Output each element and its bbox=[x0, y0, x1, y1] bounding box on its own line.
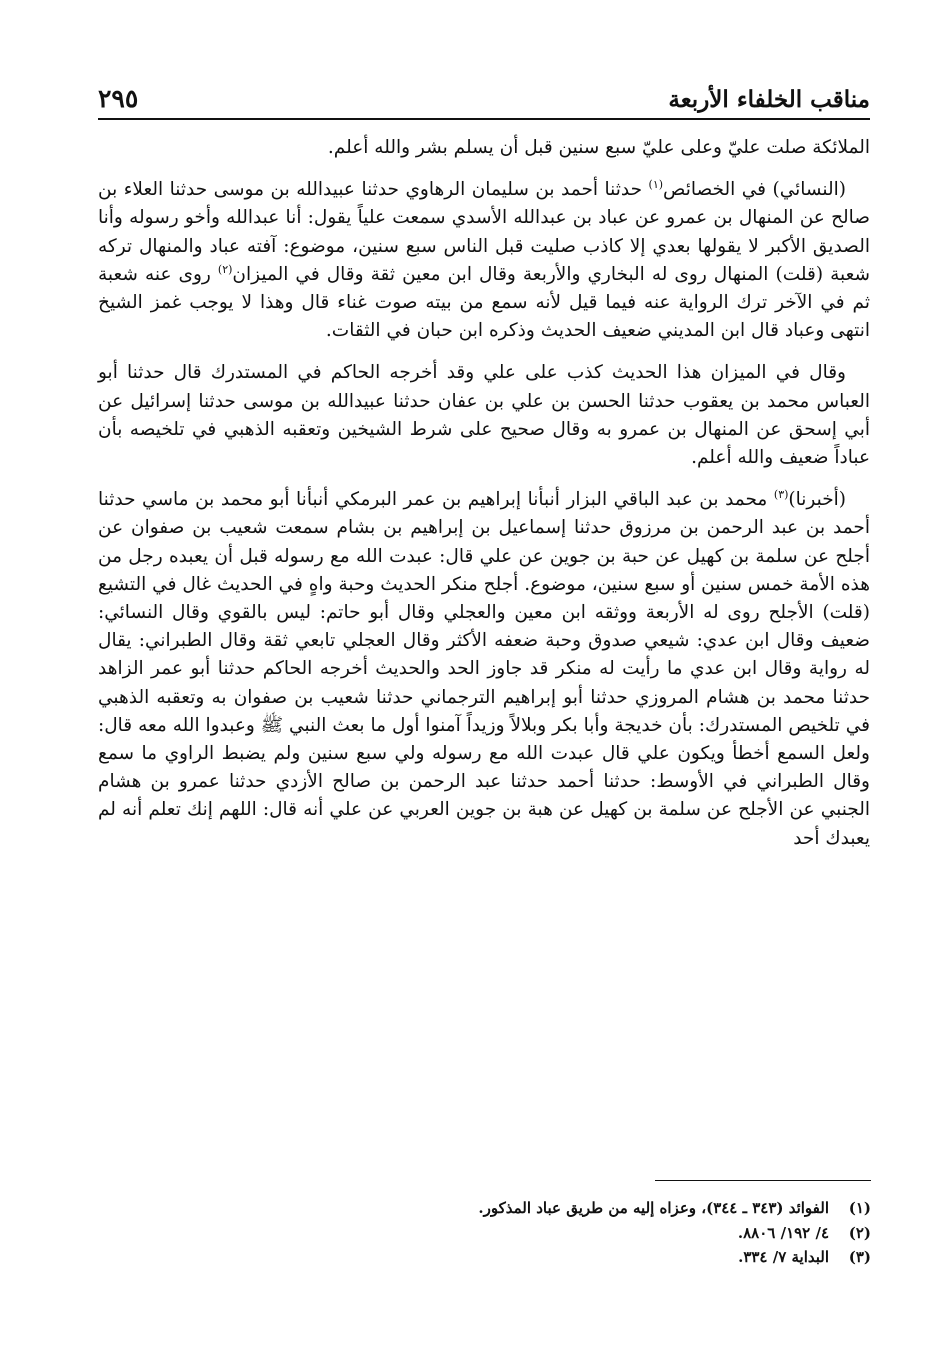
paragraph-1 bbox=[98, 134, 870, 162]
paragraph-text: الملائكة صلت عليّ وعلى عليّ سبع سنين قبل أن يسلم بشر والله أعلم. bbox=[327, 137, 870, 158]
paragraph-text: محمد بن عبد الباقي البزار أنبأنا إبراهيم بن عمر البرمكي أنبأنا أبو محمد بن ماسي حدثنا أحمد بن عبد الرحمن بن مرزوق حدثنا إسماعيل بن إبراهيم بن بشام سمعت شعيب بن صفوان عن أجلح عن سلمة بن كهيل عن حبة بن جوين عن علي قال: عبدت الله مع رسوله قبل أن يعبده رجل من هذه الأمة خمس سنين أو سبع سنين، موضوع. أجلح منكر الحديث وحبة واهٍ في الحديث غال في التشيع (قلت) الأجلح روى له الأربعة ووثقه ابن معين والعجلي وقال أبو حاتم: ليس بالقوي وقال النسائي: ضعيف وقال ابن عدي: شيعي صدوق وحبة ضعفه الأكثر وقال العجلي تابعي ثقة وقال الطبراني: يقال له رواية وقال ابن عدي ما رأيت له منكر قد جاوز الحد والحديث أخرجه الحاكم حدثنا أبو عمر الزاهد حدثنا محمد بن هشام المروزي حدثنا أبو إبراهيم الترجماني حدثنا شعيب بن صفوان به وتعقبه الذهبي في تلخيص المستدرك: بأن خديجة وأبا بكر وبلالاً وزيداً آمنوا أول ما بعث النبي ﷺ وعبدوا الله معه قال: ولعل السمع أخطأ ويكون علي قال عبدت الله مع رسوله ولي سبع سنين ولم يضبط الراوي ما سمع وقال الطبراني في الأوسط: حدثنا أحمد حدثنا عبد الرحمن بن صالح الأزدي حدثنا عمرو بن هشام الجنبي عن الأجلح عن سلمة بن كهيل عن هبة بن جوين العربي عن علي أنه قال: اللهم إنك تعلم أنه لم يعبدك أحد bbox=[98, 489, 870, 849]
paragraph-text: روى عنه شعبة ثم في الآخر ترك الرواية عنه فيما قيل لأنه سمع من بيته صوت غناء قال وهذا لا يوجب غمز الشيخ انتهى وعباد قال ابن المديني ضعيف الحديث وذكره ابن حبان في الثقات. bbox=[98, 263, 870, 342]
header-title: مناقب الخلفاء الأربعة bbox=[668, 86, 870, 113]
footnote-ref-3: (٣) bbox=[773, 488, 789, 502]
footnote-ref-1: (١) bbox=[648, 178, 664, 192]
page-number: ٢٩٥ bbox=[98, 84, 139, 113]
footnote-text: الفوائد (٣٤٣ ـ ٣٤٤)، وعزاه إليه من طريق عباد المذكور. bbox=[478, 1199, 829, 1217]
footnote-mark: (٣) bbox=[848, 1248, 871, 1266]
footnote-1 bbox=[171, 1196, 871, 1221]
footnote-divider bbox=[655, 1180, 871, 1181]
footnotes bbox=[171, 1196, 871, 1270]
footnote-mark: (١) bbox=[848, 1199, 871, 1217]
paragraph-text: (أخبرنا) bbox=[788, 489, 846, 511]
paragraph-3 bbox=[98, 359, 870, 472]
paragraph-text: وقال في الميزان هذا الحديث كذب على علي وقد أخرجه الحاكم في المستدرك قال حدثنا أبو العباس محمد بن يعقوب حدثنا الحسن بن علي بن عفان حدثنا عبيدالله بن موسى حدثنا إسرائيل عن أبي إسحق عن المنهال بن عمرو به وقال صحيح على شرط الشيخين وتعقبه الذهبي في تلخيصه بأن عباداً ضعيف والله أعلم. bbox=[98, 362, 870, 469]
paragraph-text: حدثنا أحمد بن سليمان الرهاوي حدثنا عبيدالله بن موسى حدثنا العلاء بن صالح عن المنهال بن عمرو عن عباد بن عبدالله الأسدي سمعت علياً يقول: أنا عبدالله وأخو رسوله وأنا الصديق الأكبر لا يقولها بعدي إلا كاذب صليت قبل الناس سبع سنين، موضوع: آفته عباد والمنهال تركه شعبة (قلت) المنهال روى له البخاري والأربعة وقال ابن معين ثقة وقال في الميزان bbox=[98, 179, 870, 285]
footnote-text: البداية ٧/ ٣٣٤. bbox=[738, 1248, 829, 1266]
footnote-text: ٤/ ١٩٢/ ٨٨٠٦. bbox=[737, 1223, 829, 1242]
paragraph-4 bbox=[98, 486, 870, 853]
running-header bbox=[98, 78, 870, 120]
main-text bbox=[98, 134, 870, 853]
paragraph-2 bbox=[98, 176, 870, 345]
footnote-3 bbox=[171, 1245, 871, 1270]
footnote-2 bbox=[171, 1221, 871, 1246]
footnote-mark: (٢) bbox=[848, 1223, 871, 1242]
footnote-ref-2: (٢) bbox=[217, 262, 233, 276]
paragraph-text: (النسائي) في الخصائص bbox=[663, 179, 846, 201]
